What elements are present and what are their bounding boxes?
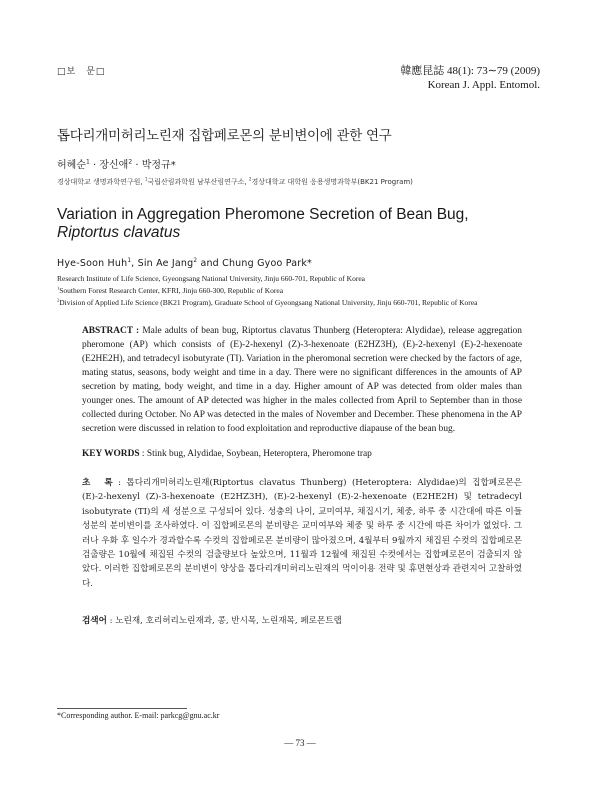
corresponding-author-footnote: *Corresponding author. E-mail: parkcg@gnu.ac.kr xyxy=(57,711,220,720)
english-title-species: Riptortus clavatus xyxy=(57,224,181,241)
abstract-label: ABSTRACT : xyxy=(82,326,140,336)
keywords-text: : Stink bug, Alydidae, Soybean, Heteroptera, Pheromone trap xyxy=(141,449,372,459)
korean-affiliation: 경상대학교 생명과학연구원, $^1$국립산림과학원 남부산림연구소, $^2$경상대학교 대학원 응용생명과학부(BK21 Program) xyxy=(57,176,413,186)
abstract xyxy=(82,324,522,436)
affiliation-0: Research Institute of Life Science, Gyeongsang National University, Jinju 660-701, Republic of Korea xyxy=(57,274,365,283)
journal-citation xyxy=(400,64,540,92)
english-title xyxy=(57,206,469,242)
korean-abstract-label: 초 록 xyxy=(82,478,113,488)
journal-english: Korean J. Appl. Entomol. xyxy=(427,79,540,91)
korean-abstract xyxy=(82,476,522,591)
page-number: — 73 — xyxy=(284,738,316,748)
keywords xyxy=(82,449,522,459)
affiliation-2: $^2$Division of Applied Life Science (BK21 Program), Graduate School of Gyeongsang National University, Jinju 660-701, Republic of Korea xyxy=(57,297,478,307)
journal-korean: 韓應昆誌 48(1): 73∼79 (2009) xyxy=(400,65,540,77)
english-title-line1: Variation in Aggregation Pheromone Secretion of Bean Bug, xyxy=(57,206,469,223)
affiliation-1: $^1$Southern Forest Research Center, KFRI, Jinju 660-300, Republic of Korea xyxy=(57,285,284,295)
abstract-text: Male adults of bean bug, Riptortus clavatus Thunberg (Heteroptera: Alydidae), release aggregation pheromone (AP) which consists of (E)-2-hexenyl (Z)-3-hexenoate (E2HZ3H), (E)-2-hexenyl (E)-2-hexenoate (E2HE2H), and tetradecyl isobutyrate (TI). Variation in the pheromonal secretion were checked by the factors of age, mating status, seasons, body weight and time in a day. There were no significant differences in the amounts of AP secretion by mating, body weight, and time in a day. Higher amount of AP was detected from older males than younger ones. The amount of AP detected was higher in the males collected from April to September than in those collected during October. No AP was detected in the males of November and December. These phenomena in the AP secretion were discussed in relation to food exploitation and reproductive diapause of the bean bug. xyxy=(82,326,523,434)
english-affiliations xyxy=(57,273,547,309)
korean-keywords-text: : 노린재, 호리허리노린재과, 콩, 반시목, 노린재목, 페로몬트랩 xyxy=(109,616,342,626)
footnote-divider xyxy=(57,708,187,709)
korean-keywords-label: 검색어 xyxy=(82,616,107,626)
keywords-label: KEY WORDS xyxy=(82,449,140,459)
english-authors: Hye-Soon Huh$^1$, Sin Ae Jang$^2$ and Chung Gyoo Park* xyxy=(57,257,312,269)
korean-abstract-text: : 톱다리개미허리노린재(Riptortus clavatus Thunberg) (Heteroptera: Alydidae)의 집합페로몬은 (E)-2-hexenyl (Z)-3-hexenoate (E2HZ3H), (E)-2-hexenyl (E)-2-hexenoate (E2HE2H) 및 tetradecyl isobutyrate (TI)의 세 성분으로 구성되어 있다. 성충의 나이, 교미여부, 채집시기, 체중, 하루 중 시간대에 따른 이들 성분의 분비변이를 조사하였다. 이 집합페로몬의 분비량은 교미여부와 체중 및 하루 중 시간에 따른 차이가 없었다. 그러나 우화 후 일수가 경과할수록 수컷의 집합페로몬 분비량이 많아졌으며, 4월부터 9월까지 채집된 수컷의 집합페로몬 검출량은 10월에 채집된 수컷의 검출량보다 높았으며, 11월과 12월에 채집된 수컷에서는 집합페로몬이 검출되지 않았다. 이러한 집합페로몬의 분비변이 양상을 톱다리개미허리노린재의 먹이이용 전략 및 휴면현상과 관련지어 고찰하였다. xyxy=(82,478,522,589)
section-label: □보 문□ xyxy=(57,67,106,77)
korean-title: 톱다리개미허리노린재 집합페로몬의 분비변이에 관한 연구 xyxy=(57,128,392,144)
korean-authors: 허혜순$^1$ · 장신애$^2$ · 박정규* xyxy=(57,158,176,171)
korean-keywords xyxy=(82,614,522,626)
